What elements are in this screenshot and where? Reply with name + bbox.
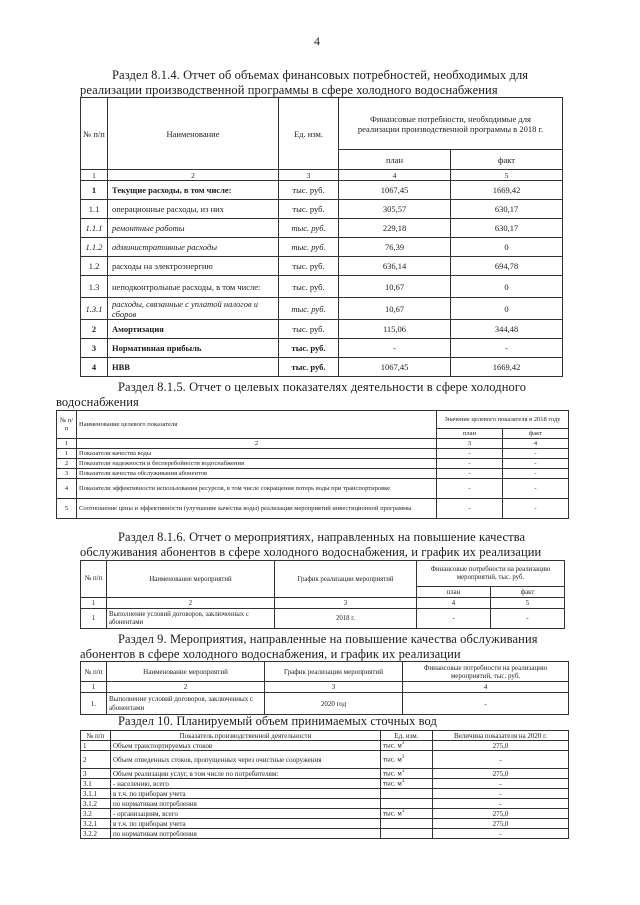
row-no: 3 bbox=[81, 339, 108, 358]
row-fact: - bbox=[503, 459, 569, 469]
row-name: ремонтные работы bbox=[108, 219, 279, 238]
index-cell: 3 bbox=[265, 682, 403, 693]
index-cell: 1 bbox=[81, 598, 107, 609]
row-name: расходы, связанные с уплатой налогов и сборов bbox=[108, 298, 279, 320]
table-row bbox=[81, 609, 565, 629]
index-cell: 1 bbox=[81, 170, 108, 181]
row-unit: тыс. руб. bbox=[279, 219, 339, 238]
row-fact: - bbox=[451, 339, 563, 358]
col-name: Показатель производственной деятельности bbox=[111, 731, 381, 741]
table-row bbox=[81, 339, 563, 358]
row-unit bbox=[381, 799, 433, 809]
section-815-heading-line2: водоснабжения bbox=[56, 395, 139, 409]
table-row bbox=[81, 238, 563, 257]
row-unit: тыс. $м^3$ bbox=[381, 779, 433, 789]
row-no: 2 bbox=[57, 459, 77, 469]
row-plan: - bbox=[437, 469, 503, 479]
row-name: по нормативам потребления bbox=[111, 829, 381, 839]
row-unit: тыс. руб. bbox=[279, 257, 339, 276]
row-no: 3.1.1 bbox=[81, 789, 111, 799]
table-row bbox=[81, 200, 563, 219]
row-unit: тыс. руб. bbox=[279, 276, 339, 298]
row-no: 1.3.1 bbox=[81, 298, 108, 320]
table-row bbox=[81, 320, 563, 339]
row-unit: тыс. руб. bbox=[279, 238, 339, 257]
section-10-heading: Раздел 10. Планируемый объем принимаемых сточных вод bbox=[118, 714, 438, 728]
row-plan: 305,57 bbox=[339, 200, 451, 219]
row-name: НВВ bbox=[108, 358, 279, 377]
table-row bbox=[81, 829, 569, 839]
row-no: 2 bbox=[81, 320, 108, 339]
row-name: в т.ч. по приборам учета bbox=[111, 789, 381, 799]
row-unit: тыс. руб. bbox=[279, 200, 339, 219]
row-no: 1. bbox=[81, 693, 107, 715]
row-plan: 1067,45 bbox=[339, 358, 451, 377]
row-name: неподконтрольные расходы, в том числе: bbox=[108, 276, 279, 298]
row-name: Показатели надежности и бесперебойности водоснабжения bbox=[77, 459, 437, 469]
index-cell: 1 bbox=[57, 439, 77, 449]
col-value: Значение целевого показателя в 2018 году bbox=[437, 411, 569, 429]
row-unit: тыс. $м^3$ bbox=[381, 769, 433, 779]
table-row bbox=[81, 276, 563, 298]
row-fact: 630,17 bbox=[451, 219, 563, 238]
table-row bbox=[81, 219, 563, 238]
table-row bbox=[81, 809, 569, 819]
row-unit: тыс. $м^3$ bbox=[381, 809, 433, 819]
row-plan: - bbox=[437, 449, 503, 459]
index-cell: 4 bbox=[339, 170, 451, 181]
index-cell: 4 bbox=[503, 439, 569, 449]
row-plan: - bbox=[437, 479, 503, 499]
row-no: 4 bbox=[57, 479, 77, 499]
index-cell: 2 bbox=[77, 439, 437, 449]
index-cell: 5 bbox=[451, 170, 563, 181]
row-plan: - bbox=[339, 339, 451, 358]
row-name: - организациям, всего bbox=[111, 809, 381, 819]
col-schedule: График реализации мероприятий bbox=[265, 662, 403, 682]
financial-needs-table bbox=[80, 97, 563, 377]
row-plan: 10,67 bbox=[339, 298, 451, 320]
section-814-heading-line2: реализации производственной программы в сфере холодного водоснабжения bbox=[80, 83, 498, 97]
row-no: 3.2.1 bbox=[81, 819, 111, 829]
row-name: - населению, всего bbox=[111, 779, 381, 789]
section-9-heading-line1: Раздел 9. Мероприятия, направленные на повышение качества обслуживания bbox=[118, 632, 538, 646]
table-row bbox=[81, 257, 563, 276]
index-cell: 1 bbox=[81, 682, 107, 693]
row-fact: - bbox=[491, 609, 565, 629]
col-schedule: График реализации мероприятий bbox=[275, 561, 417, 598]
row-fact: 0 bbox=[451, 276, 563, 298]
row-no: 3.2 bbox=[81, 809, 111, 819]
row-value: 275,0 bbox=[433, 819, 569, 829]
row-name: расходы на электроэнергию bbox=[108, 257, 279, 276]
measures-2020-table bbox=[80, 661, 569, 715]
wastewater-volume-table bbox=[80, 730, 569, 839]
table-row bbox=[81, 819, 569, 829]
row-no: 1 bbox=[81, 181, 108, 200]
table-row bbox=[81, 789, 569, 799]
index-cell: 3 bbox=[437, 439, 503, 449]
row-plan: 76,39 bbox=[339, 238, 451, 257]
row-plan: 115,06 bbox=[339, 320, 451, 339]
row-no: 3 bbox=[57, 469, 77, 479]
table-row bbox=[81, 693, 569, 715]
row-schedule: 2020 год bbox=[265, 693, 403, 715]
row-no: 3.1 bbox=[81, 779, 111, 789]
row-fact: 1669,42 bbox=[451, 181, 563, 200]
row-name: Объем отведенных стоков, пропущенных через очистные сооружения bbox=[111, 751, 381, 769]
col-needs: Финансовые потребности на реализацию мероприятий, тыс. руб. bbox=[417, 561, 565, 587]
row-unit: тыс. $м^3$ bbox=[381, 751, 433, 769]
col-no: № п/п bbox=[81, 561, 107, 598]
col-plan: план bbox=[339, 150, 451, 170]
section-9-heading-line2: абонентов в сфере холодного водоснабжения, и график их реализации bbox=[80, 647, 461, 661]
row-unit: тыс. руб. bbox=[279, 320, 339, 339]
row-name: операционные расходы, из них bbox=[108, 200, 279, 219]
row-value: 275,0 bbox=[433, 769, 569, 779]
row-name: Объем транспортируемых стоков bbox=[111, 741, 381, 751]
col-needs: Финансовые потребности, необходимые для реализации производственной программы в 2018 г. bbox=[339, 98, 563, 150]
row-plan: 10,67 bbox=[339, 276, 451, 298]
row-fact: - bbox=[503, 499, 569, 519]
row-plan: - bbox=[417, 609, 491, 629]
row-unit bbox=[381, 819, 433, 829]
table-row bbox=[57, 499, 569, 519]
row-name: Объем реализации услуг, в том числе по потребителям: bbox=[111, 769, 381, 779]
row-no: 1 bbox=[81, 741, 111, 751]
row-fact: 694,78 bbox=[451, 257, 563, 276]
col-needs: Финансовые потребности на реализацию мероприятий, тыс. руб. bbox=[403, 662, 569, 682]
row-value: - bbox=[433, 829, 569, 839]
row-fact: 0 bbox=[451, 298, 563, 320]
row-unit: тыс. $м^3$ bbox=[381, 741, 433, 751]
row-unit: тыс. руб. bbox=[279, 181, 339, 200]
index-cell: 2 bbox=[107, 598, 275, 609]
col-name: Наименование мероприятий bbox=[107, 662, 265, 682]
col-no: № п/п bbox=[81, 98, 108, 170]
row-unit: тыс. руб. bbox=[279, 358, 339, 377]
col-fact: факт bbox=[451, 150, 563, 170]
index-cell: 3 bbox=[275, 598, 417, 609]
row-name: Нормативная прибыль bbox=[108, 339, 279, 358]
row-name: Выполнение условий договоров, заключенных с абонентами bbox=[107, 693, 265, 715]
section-815-heading-line1: Раздел 8.1.5. Отчет о целевых показателях деятельности в сфере холодного bbox=[118, 380, 527, 394]
row-name: Амортизация bbox=[108, 320, 279, 339]
row-name: по нормативам потребления bbox=[111, 799, 381, 809]
col-plan: план bbox=[417, 587, 491, 598]
col-name: Наименование мероприятий bbox=[107, 561, 275, 598]
col-plan: план bbox=[437, 429, 503, 439]
table-row bbox=[81, 181, 563, 200]
col-fact: факт bbox=[491, 587, 565, 598]
col-name: Наименование целевого показателя bbox=[77, 411, 437, 439]
row-no: 1.3 bbox=[81, 276, 108, 298]
row-fact: - bbox=[503, 479, 569, 499]
row-plan: - bbox=[437, 499, 503, 519]
section-816-heading-line1: Раздел 8.1.6. Отчет о мероприятиях, направленных на повышение качества bbox=[118, 530, 526, 544]
row-name: в т.ч. по приборам учета bbox=[111, 819, 381, 829]
row-value: - bbox=[433, 751, 569, 769]
row-name: Выполнение условий договоров, заключенных с абонентами bbox=[107, 609, 275, 629]
row-no: 1 bbox=[81, 609, 107, 629]
row-unit bbox=[381, 789, 433, 799]
row-plan: 229,18 bbox=[339, 219, 451, 238]
row-no: 2 bbox=[81, 751, 111, 769]
index-cell: 5 bbox=[491, 598, 565, 609]
target-indicators-table bbox=[56, 410, 569, 519]
row-value: - bbox=[433, 779, 569, 789]
section-814-heading-line1: Раздел 8.1.4. Отчет об объемах финансовых потребностей, необходимых для bbox=[112, 68, 529, 82]
row-name: административные расходы bbox=[108, 238, 279, 257]
row-no: 1 bbox=[57, 449, 77, 459]
row-no: 3.2.2 bbox=[81, 829, 111, 839]
row-no: 1.1.2 bbox=[81, 238, 108, 257]
table-row bbox=[57, 449, 569, 459]
index-cell: 2 bbox=[107, 682, 265, 693]
table-row bbox=[81, 751, 569, 769]
col-unit: Ед. изм. bbox=[279, 98, 339, 170]
section-816-heading-line2: обслуживания абонентов в сфере холодного водоснабжения, и график их реализации bbox=[80, 545, 542, 559]
table-row bbox=[81, 298, 563, 320]
row-fact: 630,17 bbox=[451, 200, 563, 219]
row-name: Соотношение цены и эффективности (улучшение качества воды) реализации мероприятий инвестиционной программы bbox=[77, 499, 437, 519]
row-plan: - bbox=[437, 459, 503, 469]
row-no: 1.1.1 bbox=[81, 219, 108, 238]
col-no: № п/п bbox=[81, 662, 107, 682]
table-row bbox=[81, 769, 569, 779]
page-number: 4 bbox=[314, 34, 320, 48]
row-no: 5 bbox=[57, 499, 77, 519]
row-no: 3.1.2 bbox=[81, 799, 111, 809]
row-fact: 344,48 bbox=[451, 320, 563, 339]
row-unit bbox=[381, 829, 433, 839]
index-cell: 3 bbox=[279, 170, 339, 181]
row-plan: 636,14 bbox=[339, 257, 451, 276]
table-row bbox=[57, 469, 569, 479]
row-no: 3 bbox=[81, 769, 111, 779]
col-no: № п/п bbox=[57, 411, 77, 439]
row-fact: - bbox=[503, 469, 569, 479]
row-fact: 1669,42 bbox=[451, 358, 563, 377]
row-value: 275,0 bbox=[433, 809, 569, 819]
row-plan: 1067,45 bbox=[339, 181, 451, 200]
col-no: № п/п bbox=[81, 731, 111, 741]
row-value: - bbox=[433, 789, 569, 799]
row-needs: - bbox=[403, 693, 569, 715]
col-unit: Ед. изм. bbox=[381, 731, 433, 741]
table-row bbox=[57, 479, 569, 499]
table-row bbox=[81, 799, 569, 809]
row-name: Показатели эффективности использования ресурсов, в том числе сокращения потерь воды при транспортировке bbox=[77, 479, 437, 499]
service-measures-table bbox=[80, 560, 565, 629]
row-name: Показатели качества воды bbox=[77, 449, 437, 459]
table-row bbox=[81, 741, 569, 751]
row-no: 4 bbox=[81, 358, 108, 377]
col-name: Наименование bbox=[108, 98, 279, 170]
table-row bbox=[81, 358, 563, 377]
row-unit: тыс. руб. bbox=[279, 339, 339, 358]
index-cell: 4 bbox=[417, 598, 491, 609]
row-name: Показатели качества обслуживания абонентов bbox=[77, 469, 437, 479]
row-unit: тыс. руб. bbox=[279, 298, 339, 320]
row-no: 1.1 bbox=[81, 200, 108, 219]
index-cell: 4 bbox=[403, 682, 569, 693]
col-value: Величина показателя на 2020 г. bbox=[433, 731, 569, 741]
table-row bbox=[57, 459, 569, 469]
row-schedule: 2018 г. bbox=[275, 609, 417, 629]
row-value: 275,0 bbox=[433, 741, 569, 751]
row-value: - bbox=[433, 799, 569, 809]
row-name: Текущие расходы, в том числе: bbox=[108, 181, 279, 200]
row-fact: 0 bbox=[451, 238, 563, 257]
col-fact: факт bbox=[503, 429, 569, 439]
row-no: 1.2 bbox=[81, 257, 108, 276]
index-cell: 2 bbox=[108, 170, 279, 181]
table-row bbox=[81, 779, 569, 789]
row-fact: - bbox=[503, 449, 569, 459]
